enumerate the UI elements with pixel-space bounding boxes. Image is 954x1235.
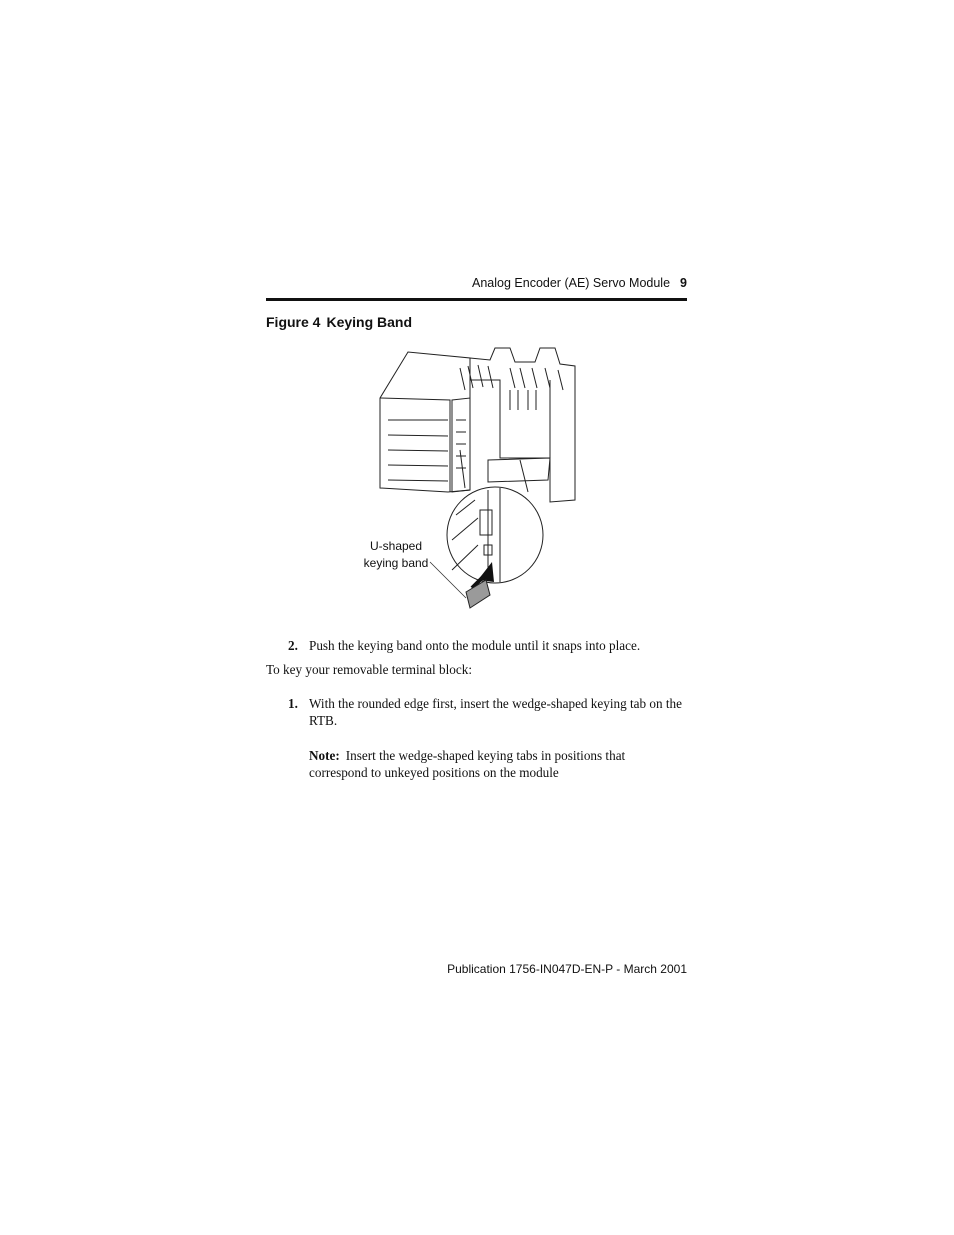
keying-slot-detail	[480, 510, 492, 555]
step-2-text: Push the keying band onto the module until it snaps into place.	[309, 638, 641, 653]
step-1-number: 1.	[288, 696, 298, 711]
step-1	[288, 695, 688, 729]
running-header	[266, 276, 687, 294]
figure-callout	[356, 538, 436, 572]
callout-line-1: U-shaped	[369, 539, 423, 553]
note-label: Note:	[309, 748, 340, 763]
page-footer: Publication 1756-IN047D-EN-P - March 2001	[447, 962, 687, 976]
terminal-block	[452, 398, 470, 492]
page-number: 9	[680, 276, 687, 290]
magnifier-circle	[447, 487, 543, 583]
figure-title: Keying Band	[326, 314, 413, 330]
intro-paragraph: To key your removable terminal block:	[266, 662, 472, 677]
module-housing	[380, 352, 470, 492]
figure-label: Figure 4	[266, 314, 321, 330]
callout-line-2: keying band	[363, 556, 429, 570]
module-ridges	[388, 420, 448, 481]
header-title: Analog Encoder (AE) Servo Module	[472, 276, 671, 290]
chassis-outline	[470, 348, 575, 502]
note-text: Insert the wedge-shaped keying tabs in positions that correspond to unkeyed positions on the module	[309, 748, 626, 780]
chassis-vents	[460, 365, 563, 390]
chassis-slot	[500, 380, 550, 458]
module-front-panel	[380, 398, 450, 492]
step-1-text: With the rounded edge first, insert the wedge-shaped keying tab on the RTB.	[309, 696, 683, 728]
header-rule	[266, 298, 687, 301]
figure-caption	[266, 314, 412, 330]
note-block	[309, 747, 679, 781]
step-2	[288, 637, 688, 654]
step-2-number: 2.	[288, 638, 298, 653]
keying-band-illustration	[360, 340, 590, 620]
